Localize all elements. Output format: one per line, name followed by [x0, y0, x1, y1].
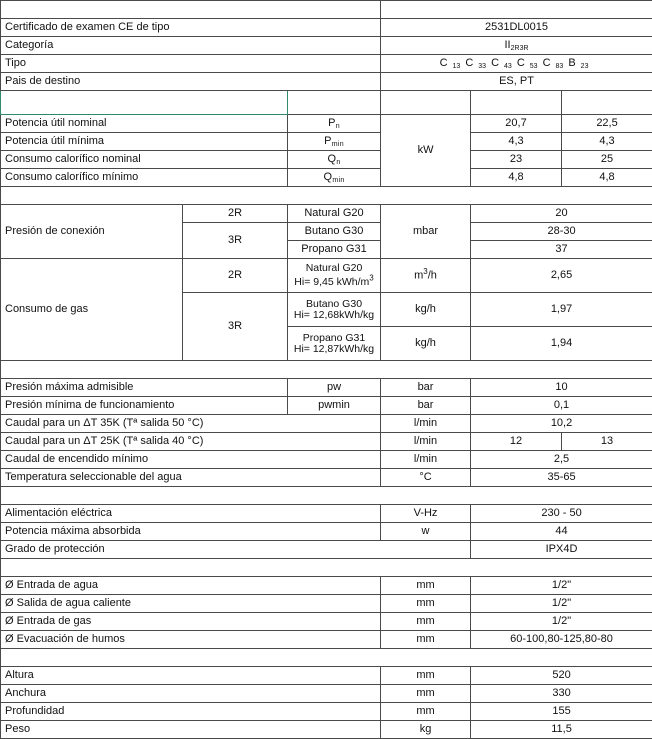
- row-value: 155: [471, 703, 652, 721]
- tipo-part: [517, 57, 538, 69]
- table-row: [1, 577, 652, 595]
- table-row: [1, 91, 652, 115]
- row-value: 11,5: [471, 721, 652, 739]
- gas-type: Natural G20: [288, 205, 381, 223]
- table-row: [1, 151, 652, 169]
- row-unit: bar: [381, 379, 471, 397]
- row-symbol: [288, 151, 381, 169]
- row-value-categoria: [381, 37, 652, 55]
- symbol-sub: min: [332, 141, 344, 148]
- row-unit: mm: [381, 703, 471, 721]
- gas-type: [288, 327, 381, 361]
- gas-type: Propano G31: [288, 241, 381, 259]
- row-label: Consumo calorífico mínimo: [1, 169, 288, 187]
- table-row: [1, 523, 652, 541]
- row-value: 10: [471, 379, 652, 397]
- section-title-water: Datos relativos al agua: [1, 361, 652, 379]
- tipo-base: C: [440, 57, 448, 69]
- tipo-part: [568, 57, 588, 69]
- section-title-gas: Datos relativos al gas: [1, 187, 652, 205]
- row-label: Temperatura seleccionable del agua: [1, 469, 381, 487]
- tipo-base: C: [543, 57, 551, 69]
- row-unit: kg: [381, 721, 471, 739]
- column-header-symbol: Símbolo: [288, 91, 381, 115]
- value-jcer13: 22,5: [562, 115, 652, 133]
- gas-unit: kg/h: [381, 293, 471, 327]
- row-label: Caudal de encendido mínimo: [1, 451, 381, 469]
- symbol-base: P: [328, 117, 336, 129]
- gas-value: 28-30: [471, 223, 652, 241]
- row-label: Potencia máxima absorbida: [1, 523, 381, 541]
- gas-type: [288, 259, 381, 293]
- gas-revision: 3R: [183, 293, 288, 361]
- tipo-part: [491, 57, 512, 69]
- gas-type-line1: Natural G20: [306, 262, 363, 274]
- symbol-sub: n: [336, 159, 340, 166]
- row-value: 10,2: [471, 415, 652, 433]
- column-header-units: Unidades: [381, 91, 471, 115]
- gas-type: Butano G30: [288, 223, 381, 241]
- row-label: Anchura: [1, 685, 381, 703]
- row-value: 230 - 50: [471, 505, 652, 523]
- table-row: [1, 721, 652, 739]
- row-value: 1/2": [471, 577, 652, 595]
- table-row: [1, 541, 652, 559]
- row-unit: bar: [381, 397, 471, 415]
- row-value: 1/2": [471, 595, 652, 613]
- tipo-sub: 83: [556, 63, 564, 70]
- gas-revision: 2R: [183, 259, 288, 293]
- tipo-part: [440, 57, 461, 69]
- column-header-model-jcer13: [562, 91, 652, 115]
- row-value: 35-65: [471, 469, 652, 487]
- table-row: [1, 505, 652, 523]
- table-row: [1, 55, 652, 73]
- row-label: Categoría: [1, 37, 381, 55]
- section-title-connections: Dimensiones de las conexiones: [1, 559, 652, 577]
- row-value: 2,5: [471, 451, 652, 469]
- table-row: [1, 259, 652, 293]
- tipo-sub: 43: [504, 63, 512, 70]
- row-label: Alimentación eléctrica: [1, 505, 381, 523]
- row-value: IPX4D: [471, 541, 652, 559]
- row-value: ES, PT: [381, 73, 652, 91]
- tipo-part: [543, 57, 564, 69]
- row-label: Consumo calorífico nominal: [1, 151, 288, 169]
- table-row: [1, 595, 652, 613]
- row-label: Certificado de examen CE de tipo: [1, 19, 381, 37]
- row-label: Ø Salida de agua caliente: [1, 595, 381, 613]
- row-label: Presión máxima admisible: [1, 379, 288, 397]
- value-jcer12: 20,7: [471, 115, 562, 133]
- gas-type-line1: Propano G31: [303, 332, 365, 344]
- gas-unit: mbar: [381, 205, 471, 259]
- table-row: [1, 433, 652, 451]
- row-unit: °C: [381, 469, 471, 487]
- row-unit: l/min: [381, 433, 471, 451]
- tipo-part: [465, 57, 486, 69]
- symbol-sub: min: [332, 177, 344, 184]
- row-value: 2531DL0015: [381, 19, 652, 37]
- table-row: [1, 397, 652, 415]
- gas-value: 1,97: [471, 293, 652, 327]
- model-b-line1: Model: [591, 91, 623, 103]
- row-unit: mm: [381, 577, 471, 595]
- model-b-line2: JCER-13: [584, 102, 629, 114]
- value-jcer13: 4,8: [562, 169, 652, 187]
- tipo-sub: 23: [581, 63, 589, 70]
- row-unit: l/min: [381, 415, 471, 433]
- table-row: [1, 415, 652, 433]
- row-value: 520: [471, 667, 652, 685]
- table-row: [1, 1, 652, 19]
- tipo-sub: 13: [453, 63, 461, 70]
- row-unit: mm: [381, 667, 471, 685]
- row-symbol: [288, 169, 381, 187]
- table-row: [1, 703, 652, 721]
- tipo-base: B: [568, 57, 575, 69]
- gas-value: 2,65: [471, 259, 652, 293]
- row-symbol: [288, 133, 381, 151]
- gas-type-line2: Hi= 12,68kWh/kg: [294, 309, 374, 321]
- model-label: Modelo: [1, 1, 381, 19]
- value-jcer12: 4,8: [471, 169, 562, 187]
- row-unit: mm: [381, 685, 471, 703]
- column-header-model-jcer12: [471, 91, 562, 115]
- gas-value: 37: [471, 241, 652, 259]
- table-row: [1, 73, 652, 91]
- symbol-base: Q: [323, 171, 332, 183]
- row-unit: mm: [381, 631, 471, 649]
- tipo-base: C: [517, 57, 525, 69]
- row-label: Ø Evacuación de humos: [1, 631, 381, 649]
- table-row: [1, 469, 652, 487]
- row-value: 44: [471, 523, 652, 541]
- value-jcer12: 4,3: [471, 133, 562, 151]
- table-row: [1, 613, 652, 631]
- section-title-electric: Circuito eléctrico: [1, 487, 652, 505]
- row-unit: mm: [381, 595, 471, 613]
- value-jcer12: 23: [471, 151, 562, 169]
- section-title-power: Potencia y consumo calorífico: [1, 91, 288, 115]
- table-row: [1, 19, 652, 37]
- value-jcer13: 25: [562, 151, 652, 169]
- table-row: [1, 487, 652, 505]
- row-label-consumption: Consumo de gas: [1, 259, 183, 361]
- gas-type-line1: Butano G30: [306, 298, 362, 310]
- gas-type-line2: Hi= 12,87kWh/kg: [294, 343, 374, 355]
- table-row: [1, 169, 652, 187]
- row-symbol: pwmin: [288, 397, 381, 415]
- row-label: Altura: [1, 667, 381, 685]
- model-value: JCER-13: [381, 1, 652, 19]
- table-row: [1, 559, 652, 577]
- row-unit: mm: [381, 613, 471, 631]
- row-value: 330: [471, 685, 652, 703]
- row-label: Ø Entrada de agua: [1, 577, 381, 595]
- model-a-line2: JCER-12: [493, 102, 538, 114]
- table-row: [1, 37, 652, 55]
- row-symbol: [288, 115, 381, 133]
- row-value-tipo: [381, 55, 652, 73]
- section-title-dimensions: Dimensiones y pesos: [1, 649, 652, 667]
- row-value: 60-100,80-125,80-80: [471, 631, 652, 649]
- value-jcer13: 4,3: [562, 133, 652, 151]
- table-row: [1, 187, 652, 205]
- categoria-sub: 2R3R: [511, 45, 529, 52]
- row-unit: l/min: [381, 451, 471, 469]
- table-row: [1, 133, 652, 151]
- table-row: [1, 649, 652, 667]
- categoria-base: II: [505, 39, 511, 51]
- row-label: Caudal para un ΔT 25K (Tª salida 40 °C): [1, 433, 381, 451]
- table-row: [1, 667, 652, 685]
- row-label: Peso: [1, 721, 381, 739]
- row-unit: V-Hz: [381, 505, 471, 523]
- gas-revision: 3R: [183, 223, 288, 259]
- units-kw: kW: [381, 115, 471, 187]
- row-label: Presión mínima de funcionamiento: [1, 397, 288, 415]
- gas-revision: 2R: [183, 205, 288, 223]
- tipo-sub: 33: [478, 63, 486, 70]
- table-row: [1, 115, 652, 133]
- tipo-sub: 53: [530, 63, 538, 70]
- gas-type: [288, 293, 381, 327]
- table-row: [1, 451, 652, 469]
- row-value: 0,1: [471, 397, 652, 415]
- gas-type-line2: Hi= 9,45 kWh/$m^3$: [294, 276, 373, 288]
- model-a-line1: Model: [500, 91, 532, 103]
- row-label: Grado de protección: [1, 541, 471, 559]
- row-label: Pais de destino: [1, 73, 381, 91]
- table-row: [1, 631, 652, 649]
- row-label-pressure: Presión de conexión: [1, 205, 183, 259]
- gas-value: 20: [471, 205, 652, 223]
- row-value-jcer13: 13: [562, 433, 652, 451]
- row-label: Ø Entrada de gas: [1, 613, 381, 631]
- gas-unit: $m^3/h$: [381, 259, 471, 293]
- symbol-base: Q: [327, 153, 336, 165]
- row-label: Tipo: [1, 55, 381, 73]
- row-label: Profundidad: [1, 703, 381, 721]
- tipo-base: C: [491, 57, 499, 69]
- row-value-jcer12: 12: [471, 433, 562, 451]
- gas-value: 1,94: [471, 327, 652, 361]
- gas-unit: kg/h: [381, 327, 471, 361]
- table-row: [1, 361, 652, 379]
- row-symbol: pw: [288, 379, 381, 397]
- symbol-base: P: [324, 135, 332, 147]
- table-row: [1, 205, 652, 223]
- tipo-base: C: [465, 57, 473, 69]
- row-unit: w: [381, 523, 471, 541]
- row-label: Caudal para un ΔT 35K (Tª salida 50 °C): [1, 415, 381, 433]
- symbol-sub: n: [336, 123, 340, 130]
- table-row: [1, 379, 652, 397]
- row-label: Potencia útil mínima: [1, 133, 288, 151]
- row-label: Potencia útil nominal: [1, 115, 288, 133]
- row-value: 1/2": [471, 613, 652, 631]
